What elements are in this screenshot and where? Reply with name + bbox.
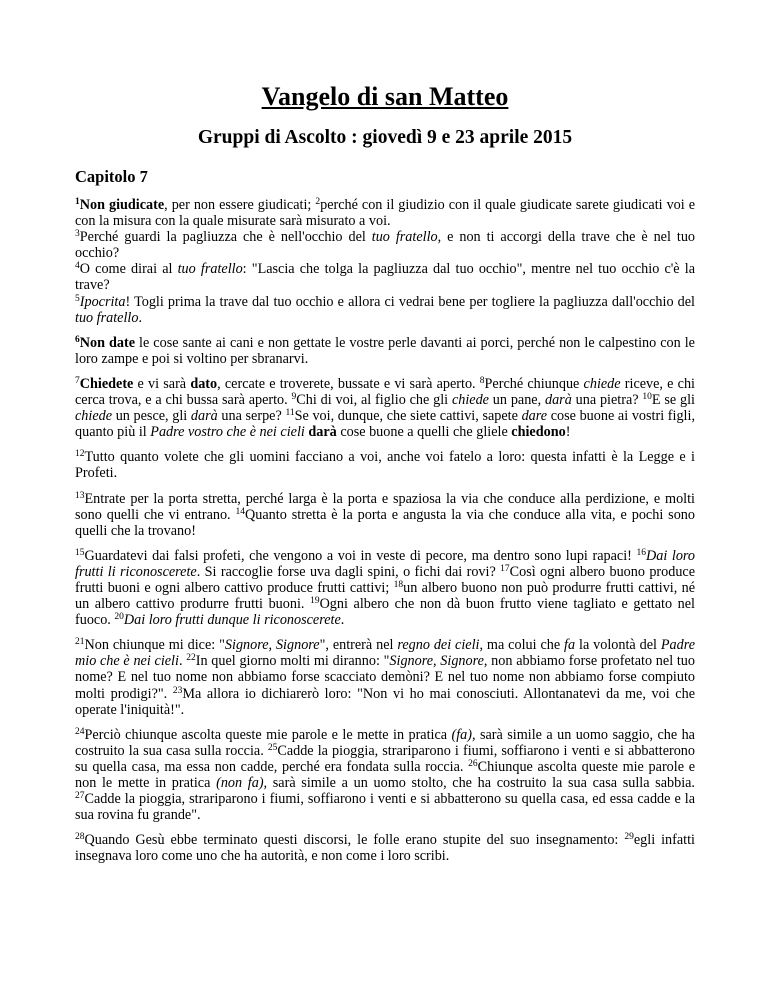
document-subtitle: Gruppi di Ascolto : giovedì 9 e 23 aprile 2015	[197, 127, 573, 148]
verse-text: , e non ti accorgi della trave che è nel tuo occhio?	[75, 229, 696, 262]
verse-text: Cadde la pioggia, strariparono i fiumi, soffiarono i venti e si abbatterono su quella casa, ma essa non cadde, perché era fondata sulla roccia.	[75, 742, 695, 775]
verse-number: 15	[75, 547, 85, 558]
verse-paragraph	[75, 229, 695, 261]
verse-number: 25	[267, 742, 278, 753]
verse-text: ! Togli prima la trave dal tuo occhio e allora ci vedrai bene per togliere la pagliuzza dall'occhio del	[125, 293, 695, 310]
verse-number: 6	[75, 334, 80, 345]
emphasis-italic: tuo fratello	[371, 229, 438, 246]
emphasis-italic: (non fa),	[216, 775, 268, 791]
verse-text: Così ogni albero buono produce frutti buoni e ogni albero cattivo produce frutti cattivi;	[75, 563, 696, 596]
emphasis-italic: Ipocrita	[79, 293, 126, 310]
verse-text: ", entrerà nel	[319, 637, 398, 654]
emphasis-italic: dare	[521, 408, 548, 425]
verse-paragraph	[75, 335, 695, 367]
verse-number: 3	[75, 229, 80, 240]
verse-text: Quanto stretta è la porta e angusta la via che conduce alla vita, e pochi sono quelli che la trovano!	[75, 506, 695, 539]
verse-text: una pietra?	[571, 392, 643, 409]
emphasis-italic: Signore, Signore	[224, 637, 320, 654]
emphasis-italic: fa	[564, 637, 576, 654]
emphasis-bold: darà	[308, 424, 337, 441]
document-page	[75, 82, 695, 864]
verse-paragraph	[75, 261, 695, 293]
verse-text: cose buone a quelli che gliele	[336, 424, 512, 441]
verse-text: Chi di voi, al figlio che gli	[296, 392, 452, 409]
emphasis-italic: (fa),	[451, 726, 476, 743]
emphasis-bold: Non date	[79, 334, 136, 351]
emphasis-italic: Dai loro frutti dunque li riconoscerete	[123, 612, 341, 629]
verse-text: Non chiunque mi dice: "	[84, 637, 225, 654]
verse-text: egli infatti insegnava loro come uno che ha autorità, e non come i loro scribi.	[75, 832, 695, 865]
verse-paragraph	[75, 548, 695, 628]
verse-text: Quando Gesù ebbe terminato questi discorsi, le folle erano stupite del suo insegnamento:	[84, 832, 625, 849]
verse-number: 9	[291, 392, 297, 403]
verse-text: .	[178, 653, 187, 670]
verse-text: un albero buono non può produrre frutti cattivi, né un albero cattivo produrre frutti buoni.	[75, 579, 696, 613]
verse-text: perché con il giudizio con il quale giudicate sarete giudicati voi e con la misura con la quale misurate sarà misurato a voi.	[75, 197, 695, 230]
verse-number: 17	[500, 563, 510, 574]
verse-text: .	[138, 309, 142, 326]
verse-paragraph	[75, 376, 695, 440]
verse-number: 10	[642, 392, 652, 403]
verse-number: 13	[75, 490, 85, 501]
emphasis-bold: Chiedete	[79, 375, 134, 392]
verse-text: .	[340, 612, 345, 629]
verse-paragraph	[75, 491, 695, 539]
verse-text: un pane,	[488, 392, 545, 409]
emphasis-italic: tuo fratello	[177, 261, 243, 278]
verse-text: sarà simile a un uomo saggio, che ha costruito la sua casa sulla roccia.	[75, 726, 695, 759]
verse-text: , ma colui che	[479, 637, 565, 654]
emphasis-italic: darà	[544, 392, 572, 409]
verse-number: 16	[636, 547, 646, 558]
verse-number: 28	[75, 832, 85, 843]
verse-text: Perché guardi la pagliuzza che è nell'occhio del	[79, 229, 372, 246]
emphasis-italic: chiede	[451, 392, 489, 409]
verse-text: Perché chiunque	[484, 375, 584, 392]
verse-paragraph	[75, 294, 695, 326]
verse-paragraph	[75, 197, 695, 229]
verse-number: 14	[235, 506, 246, 517]
emphasis-bold: dato	[190, 375, 218, 392]
verse-number: 20	[114, 612, 124, 623]
verse-text: , non abbiamo forse profetato nel tuo nome? E nel tuo nome non abbiamo forse scacciato demòni? E nel tuo nome non abbiamo forse compiuto molti prodigi?".	[75, 653, 695, 702]
verse-text: Tutto quanto volete che gli uomini facciano a voi, anche voi fatelo a loro: questa infatti è la Legge e i Profeti.	[75, 449, 695, 482]
verse-text: cose buone ai vostri figli, quanto più il	[75, 408, 695, 441]
verse-paragraph	[75, 449, 695, 481]
emphasis-bold: Non giudicate	[79, 197, 165, 213]
verse-number: 1	[75, 197, 80, 207]
verse-text: O come dirai al	[79, 261, 178, 278]
verse-text: Se voi, dunque, che siete cattivi, sapete	[294, 408, 522, 425]
verse-number: 5	[75, 293, 80, 304]
verse-text: Guardatevi dai falsi profeti, che vengono a voi in veste di pecore, ma dentro sono lupi rapaci!	[84, 547, 637, 564]
verse-text: !	[565, 424, 571, 441]
verse-text: , cercate e troverete, bussate e vi sarà aperto.	[217, 375, 480, 392]
verse-number: 18	[393, 579, 404, 590]
verse-text: Perciò chiunque ascolta queste mie parole e le mette in pratica	[84, 726, 452, 743]
verse-number: 27	[75, 791, 85, 802]
verse-text: Ma allora io dichiarerò loro: "Non vi ho mai conosciuti. Allontanatevi da me, voi che operate l'iniquità!".	[75, 685, 695, 718]
verse-text: , per non essere giudicati;	[164, 197, 316, 213]
verse-text: riceve, e chi cerca trova, e a chi bussa sarà aperto.	[75, 375, 695, 409]
chapter-heading: Capitolo 7	[75, 167, 148, 186]
verse-text: E se gli	[651, 392, 695, 409]
emphasis-italic: regno dei cieli	[397, 637, 480, 654]
verse-text: Cadde la pioggia, strariparono i fiumi, soffiarono i venti e si abbatterono su quella casa, ed essa cadde e la sua rovina fu grande".	[75, 791, 695, 824]
verse-number: 24	[75, 726, 85, 737]
verse-number: 29	[624, 832, 634, 843]
verse-text: sarà simile a un uomo stolto, che ha costruito la sua casa sulla sabbia.	[267, 775, 695, 791]
verse-number: 22	[186, 653, 196, 664]
verse-number: 11	[285, 408, 295, 419]
emphasis-italic: Dai loro frutti li riconoscerete	[75, 547, 696, 580]
verse-text: Entrate per la porta stretta, perché larga è la porta e spaziosa la via che conduce alla perdizione, e molti sono quelli che vi entrano.	[75, 490, 695, 523]
verse-text: . Si raccoglie forse uva dagli spini, o fichi dai rovi?	[196, 563, 501, 580]
verse-text: Ogni albero che non dà buon frutto viene tagliato e gettato nel fuoco.	[75, 596, 695, 629]
verse-number: 26	[468, 758, 478, 769]
verse-text: In quel giorno molti mi diranno: "	[195, 653, 390, 670]
verse-text: la volontà del	[575, 637, 661, 654]
verse-text: Chiunque ascolta queste mie parole e non le mette in pratica	[75, 758, 695, 791]
verse-text: una serpe?	[217, 408, 286, 425]
emphasis-italic: Padre vostro che è nei cieli	[150, 424, 305, 441]
verse-paragraph	[75, 832, 695, 864]
document-title: Vangelo di san Matteo	[261, 82, 509, 111]
emphasis-italic: Padre mio che è nei cieli	[75, 637, 695, 670]
verse-text: le cose sante ai cani e non gettate le vostre perle davanti ai porci, perché non le calpestino con le loro zampe e poi si voltino per sbranarvi.	[75, 334, 695, 367]
verse-text: un pesce, gli	[112, 408, 191, 425]
verse-paragraph	[75, 637, 695, 717]
verse-number: 12	[75, 449, 85, 460]
emphasis-italic: Signore, Signore	[389, 653, 484, 670]
verse-text: : "Lascia che tolga la pagliuzza dal tuo occhio", mentre nel tuo occhio c'è la trave?	[75, 261, 695, 294]
verse-number: 7	[75, 375, 80, 386]
emphasis-bold: chiedono	[511, 424, 566, 441]
verse-number: 21	[75, 637, 85, 648]
emphasis-italic: tuo fratello	[75, 309, 139, 326]
verse-number: 8	[479, 375, 485, 386]
emphasis-italic: darà	[190, 408, 218, 425]
verse-number: 2	[315, 197, 321, 207]
verse-number: 4	[75, 261, 80, 272]
emphasis-italic: chiede	[75, 408, 113, 425]
emphasis-italic: chiede	[583, 375, 621, 392]
verse-paragraph	[75, 727, 695, 824]
chapter-body	[75, 197, 695, 864]
verse-number: 23	[172, 685, 183, 696]
verse-number: 19	[310, 596, 320, 607]
verse-text: e vi sarà	[133, 375, 191, 392]
